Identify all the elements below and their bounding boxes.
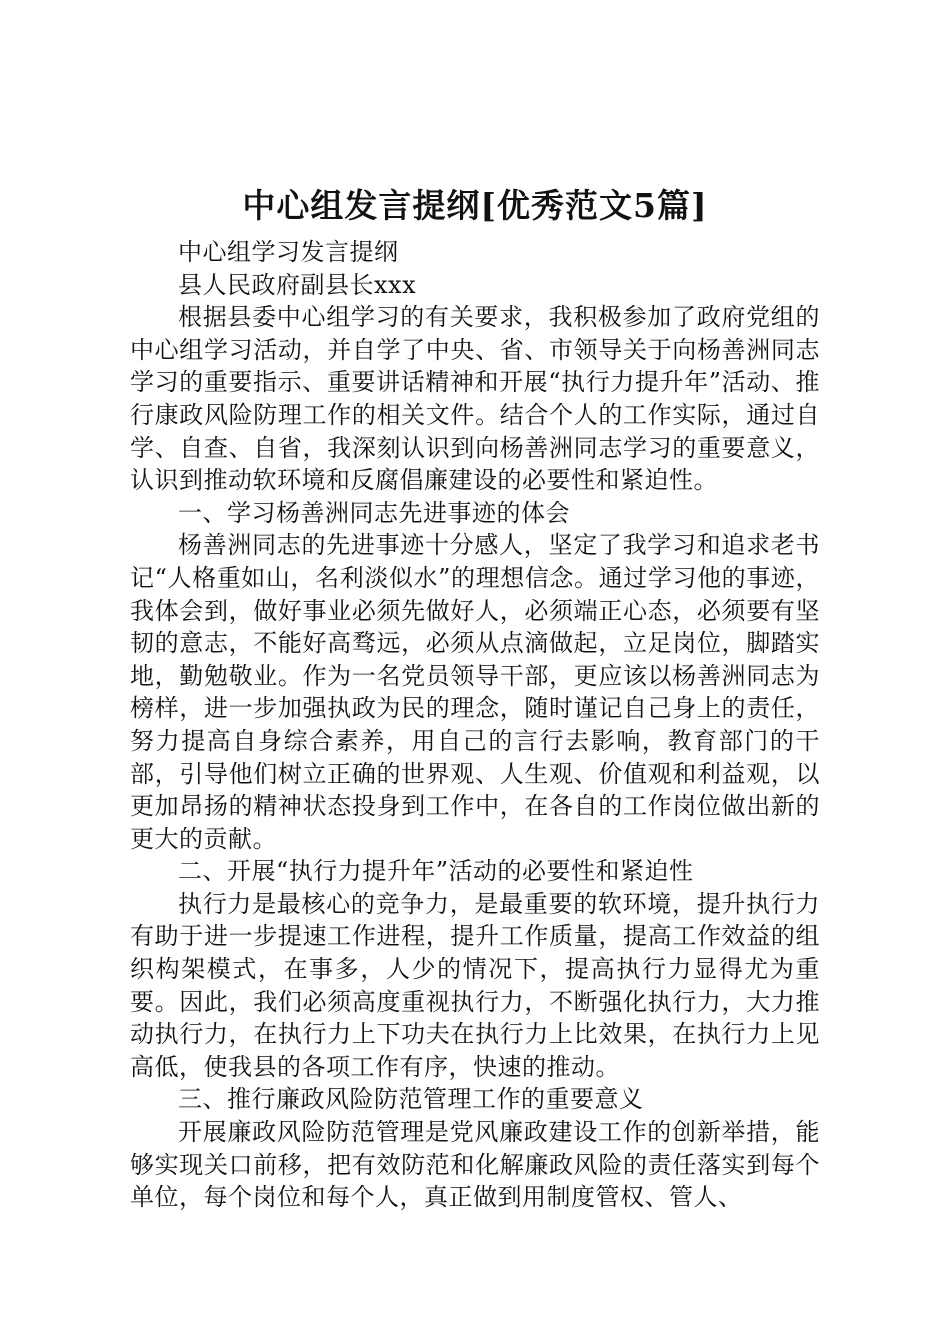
section-body-2: 执行力是最核心的竞争力，是最重要的软环境，提升执行力有助于进一步提速工作进程，提升工作质量，提高工作效益的组织构架模式，在事多，人少的情况下，提高执行力显得尤为重要。因此，我们必须高度重视执行力，不断强化执行力，大力推动执行力，在执行力上下功夫在执行力上比效果，在执行力上见高低，使我县的各项工作有序，快速的推动。 xyxy=(130,889,820,1081)
section-heading-3: 三、推行廉政风险防范管理工作的重要意义 xyxy=(178,1085,644,1114)
section-body-3: 开展廉政风险防范管理是党风廉政建设工作的创新举措，能够实现关口前移，把有效防范和化解廉政风险的责任落实到每个单位，每个岗位和每个人，真正做到用制度管权、管人、 xyxy=(130,1118,820,1212)
subtitle-line: 中心组学习发言提纲 xyxy=(178,238,399,266)
section-heading-1: 一、学习杨善洲同志先进事迹的体会 xyxy=(178,498,570,527)
author-line: 县人民政府副县长xxx xyxy=(178,270,417,299)
document-title: 中心组发言提纲[优秀范文5篇] xyxy=(242,186,708,225)
section-heading-2: 二、开展“执行力提升年”活动的必要性和紧迫性 xyxy=(178,857,694,886)
document-page xyxy=(130,182,820,1214)
intro-paragraph: 根据县委中心组学习的有关要求，我积极参加了政府党组的中心组学习活动，并自学了中央、省、市领导关于向杨善洲同志学习的重要指示、重要讲话精神和开展“执行力提升年”活动、推行康政风险防理工作的相关文件。结合个人的工作实际，通过自学、自查、自省，我深刻认识到向杨善洲同志学习的重要意义，认识到推动软环境和反腐倡廉建设的必要性和紧迫性。 xyxy=(130,303,820,495)
section-body-1: 杨善洲同志的先进事迹十分感人，坚定了我学习和追求老书记“人格重如山，名利淡似水”的理想信念。通过学习他的事迹，我体会到，做好事业必须先做好人，必须端正心态，必须要有坚韧的意志，不能好高骛远，必须从点滴做起，立足岗位，脚踏实地，勤勉敬业。作为一名党员领导干部，更应该以杨善洲同志为榜样，进一步加强执政为民的理念，随时谨记自己身上的责任，努力提高自身综合素养，用自己的言行去影响，教育部门的干部，引导他们树立正确的世界观、人生观、价值观和利益观，以更加昂扬的精神状态投身到工作中，在各自的工作岗位做出新的更大的贡献。 xyxy=(130,531,820,853)
